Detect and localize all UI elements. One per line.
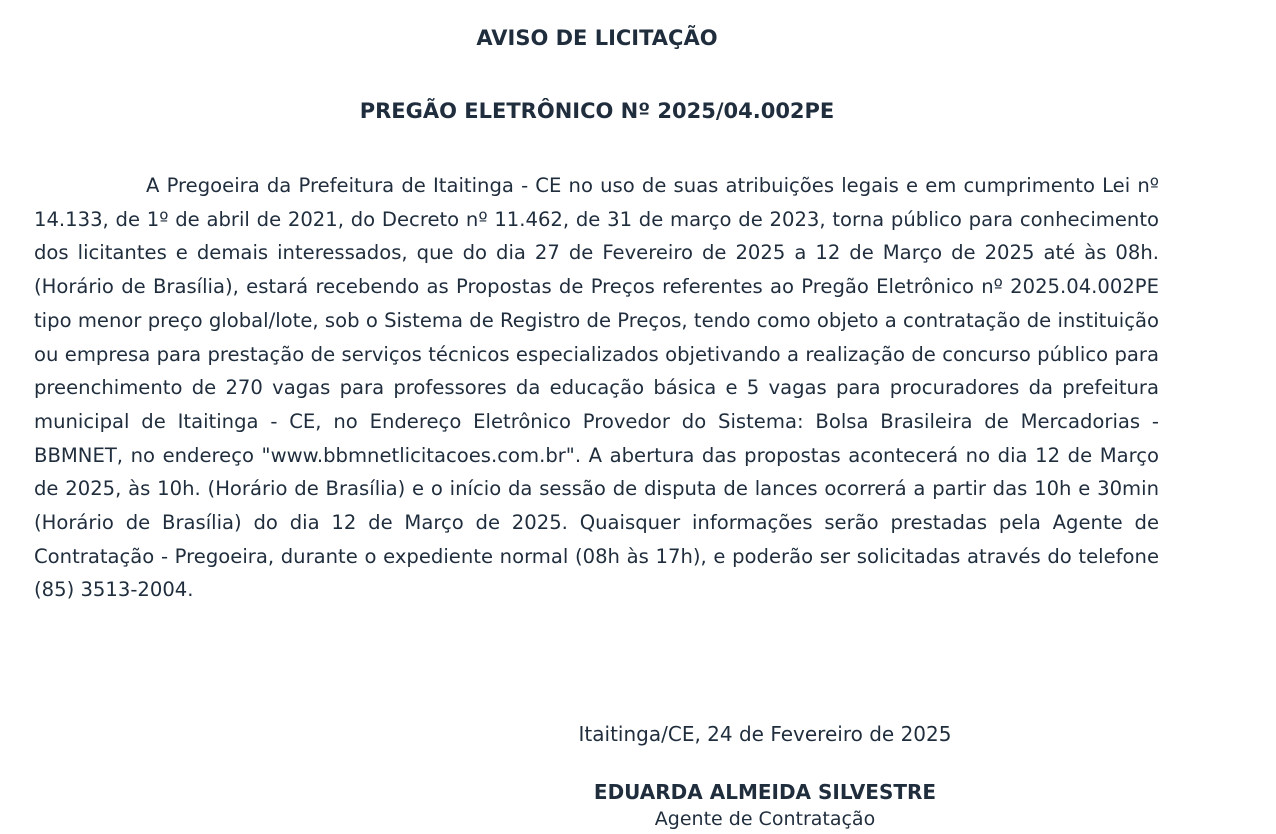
notice-body-paragraph <box>34 169 1159 607</box>
signer-role: Agente de Contratação <box>654 808 876 830</box>
signer-name: EDUARDA ALMEIDA SILVESTRE <box>593 780 937 804</box>
notice-body-text: A Pregoeira da Prefeitura de Itaitinga - CE no uso de suas atribuições legais e em cumprimento Lei nº 14.133, de 1º de abril de 2021, do Decreto nº 11.462, de 31 de março de 2023, torna público para conhecimento dos licitantes e demais interessados, que do dia 27 de Fevereiro de 2025 a 12 de Março de 2025 até às 08h. (Horário de Brasília), estará recebendo as Propostas de Preços referentes ao Pregão Eletrônico nº 2025.04.002PE tipo menor preço global/lote, sob o Sistema de Registro de Preços, tendo como objeto a contratação de instituição ou empresa para prestação de serviços técnicos especializados objetivando a realização de concurso público para preenchimento de 270 vagas para professores da educação básica e 5 vagas para procuradores da prefeitura municipal de Itaitinga - CE, no Endereço Eletrônico Provedor do Sistema: Bolsa Brasileira de Mercadorias - BBMNET, no endereço "www.bbmnetlicitacoes.com.br". A abertura das propostas acontecerá no dia 12 de Março de 2025, às 10h. (Horário de Brasília) e o início da sessão de disputa de lances ocorrerá a partir das 10h e 30min (Horário de Brasília) do dia 12 de Março de 2025. Quaisquer informações serão prestadas pela Agente de Contratação - Pregoeira, durante o expediente normal (08h às 17h), e poderão ser solicitadas através do telefone (85) 3513-2004. <box>34 174 1159 602</box>
place-date: Itaitinga/CE, 24 de Fevereiro de 2025 <box>578 722 952 746</box>
notice-title: AVISO DE LICITAÇÃO <box>476 26 718 50</box>
notice-subtitle: PREGÃO ELETRÔNICO Nº 2025/04.002PE <box>359 99 835 123</box>
